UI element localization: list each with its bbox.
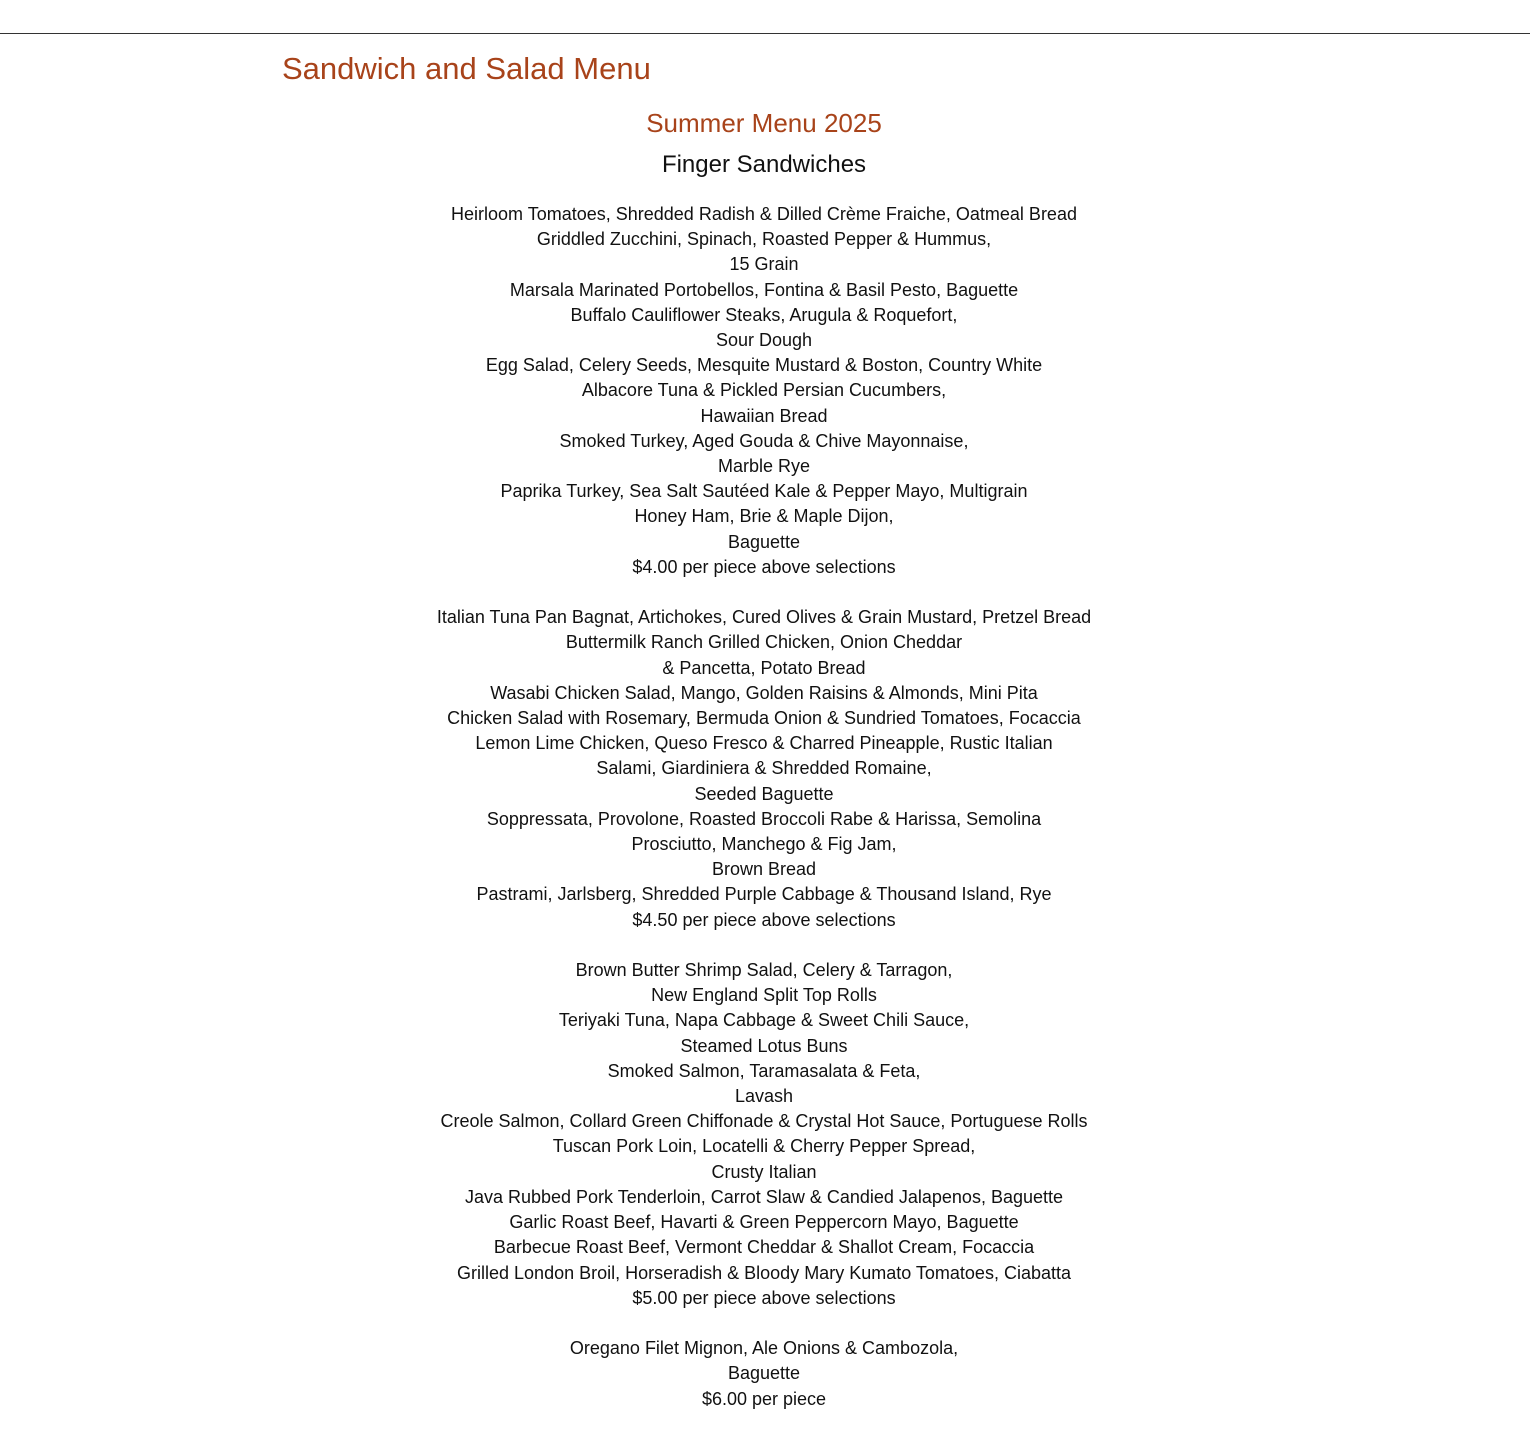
header-divider [0, 33, 1530, 34]
menu-item: Sour Dough [715, 330, 813, 351]
menu-item: Creole Salmon, Collard Green Chiffonade & Crystal Hot Sauce, Portuguese Rolls [440, 1111, 1088, 1132]
menu-item: Heirloom Tomatoes, Shredded Radish & Dilled Crème Fraiche, Oatmeal Bread [451, 204, 1077, 224]
price-line: $6.00 per piece [701, 1388, 827, 1409]
menu-item: Salami, Giardiniera & Shredded Romaine, [596, 758, 932, 779]
menu-item: Hawaiian Bread [700, 405, 828, 426]
menu-item: Baguette [727, 531, 801, 552]
menu-item: Baguette [727, 1363, 801, 1384]
menu-groups [0, 202, 1528, 1412]
menu-item: Java Rubbed Pork Tenderloin, Carrot Slaw & Candied Jalapenos, Baguette [464, 1186, 1064, 1207]
menu-item: Buffalo Cauliflower Steaks, Arugula & Roquefort, [570, 304, 958, 325]
menu-group [0, 1336, 1528, 1412]
price-line: $5.00 per piece above selections [632, 1287, 896, 1308]
price-line: $4.00 per piece above selections [632, 556, 896, 577]
menu-item: Smoked Turkey, Aged Gouda & Chive Mayonnaise, [559, 430, 969, 451]
section-heading: Finger Sandwiches [661, 151, 867, 178]
menu-item: Lemon Lime Chicken, Queso Fresco & Charred Pineapple, Rustic Italian [475, 733, 1053, 754]
menu-item: Marsala Marinated Portobellos, Fontina & Basil Pesto, Baguette [509, 279, 1019, 300]
menu-item: Griddled Zucchini, Spinach, Roasted Pepper & Hummus, [536, 229, 992, 250]
menu-item: Teriyaki Tuna, Napa Cabbage & Sweet Chili Sauce, [558, 1010, 970, 1031]
menu-item: New England Split Top Rolls [651, 985, 877, 1006]
menu-item: Wasabi Chicken Salad, Mango, Golden Raisins & Almonds, Mini Pita [490, 682, 1038, 703]
price-line: $4.50 per piece above selections [632, 909, 896, 930]
menu-item: Albacore Tuna & Pickled Persian Cucumbers, [581, 380, 947, 401]
menu-item: Prosciutto, Manchego & Fig Jam, [631, 834, 897, 855]
page-title: Sandwich and Salad Menu [282, 51, 651, 86]
menu-item: Grilled London Broil, Horseradish & Bloody Mary Kumato Tomatoes, Ciabatta [457, 1262, 1071, 1283]
menu-group [0, 605, 1528, 933]
group-spacer [0, 1311, 1528, 1336]
menu-content [0, 104, 1528, 1412]
menu-item: Brown Bread [711, 859, 817, 880]
menu-item: Smoked Salmon, Taramasalata & Feta, [607, 1060, 921, 1081]
menu-item: Lavash [734, 1086, 794, 1107]
menu-item: Buttermilk Ranch Grilled Chicken, Onion Cheddar [565, 632, 963, 653]
menu-item: 15 Grain [729, 254, 799, 275]
menu-item: Egg Salad, Celery Seeds, Mesquite Mustard & Boston, Country White [485, 355, 1043, 376]
menu-item: Paprika Turkey, Sea Salt Sautéed Kale & Pepper Mayo, Multigrain [500, 481, 1028, 502]
menu-item: Oregano Filet Mignon, Ale Onions & Cambozola, [569, 1338, 959, 1359]
menu-group [0, 202, 1528, 580]
menu-item: & Pancetta, Potato Bread [662, 657, 866, 678]
menu-item: Chicken Salad with Rosemary, Bermuda Onion & Sundried Tomatoes, Focaccia [447, 708, 1081, 729]
menu-subtitle: Summer Menu 2025 [646, 108, 882, 138]
menu-item: Barbecue Roast Beef, Vermont Cheddar & Shallot Cream, Focaccia [493, 1237, 1035, 1258]
menu-item: Pastrami, Jarlsberg, Shredded Purple Cabbage & Thousand Island, Rye [476, 884, 1052, 905]
menu-item: Italian Tuna Pan Bagnat, Artichokes, Cured Olives & Grain Mustard, Pretzel Bread [436, 607, 1092, 628]
menu-item: Soppressata, Provolone, Roasted Broccoli Rabe & Harissa, Semolina [486, 808, 1042, 829]
group-spacer [0, 933, 1528, 958]
section-spacer [0, 182, 1528, 202]
menu-item: Marble Rye [717, 456, 811, 477]
menu-item: Crusty Italian [711, 1161, 817, 1182]
menu-item: Garlic Roast Beef, Havarti & Green Peppercorn Mayo, Baguette [509, 1212, 1019, 1233]
group-spacer [0, 580, 1528, 605]
menu-item: Brown Butter Shrimp Salad, Celery & Tarragon, [575, 960, 953, 981]
menu-item: Seeded Baguette [694, 783, 834, 804]
menu-item: Tuscan Pork Loin, Locatelli & Cherry Pepper Spread, [552, 1136, 976, 1157]
menu-item: Steamed Lotus Buns [680, 1035, 848, 1056]
menu-group [0, 958, 1528, 1311]
menu-item: Honey Ham, Brie & Maple Dijon, [634, 506, 894, 527]
